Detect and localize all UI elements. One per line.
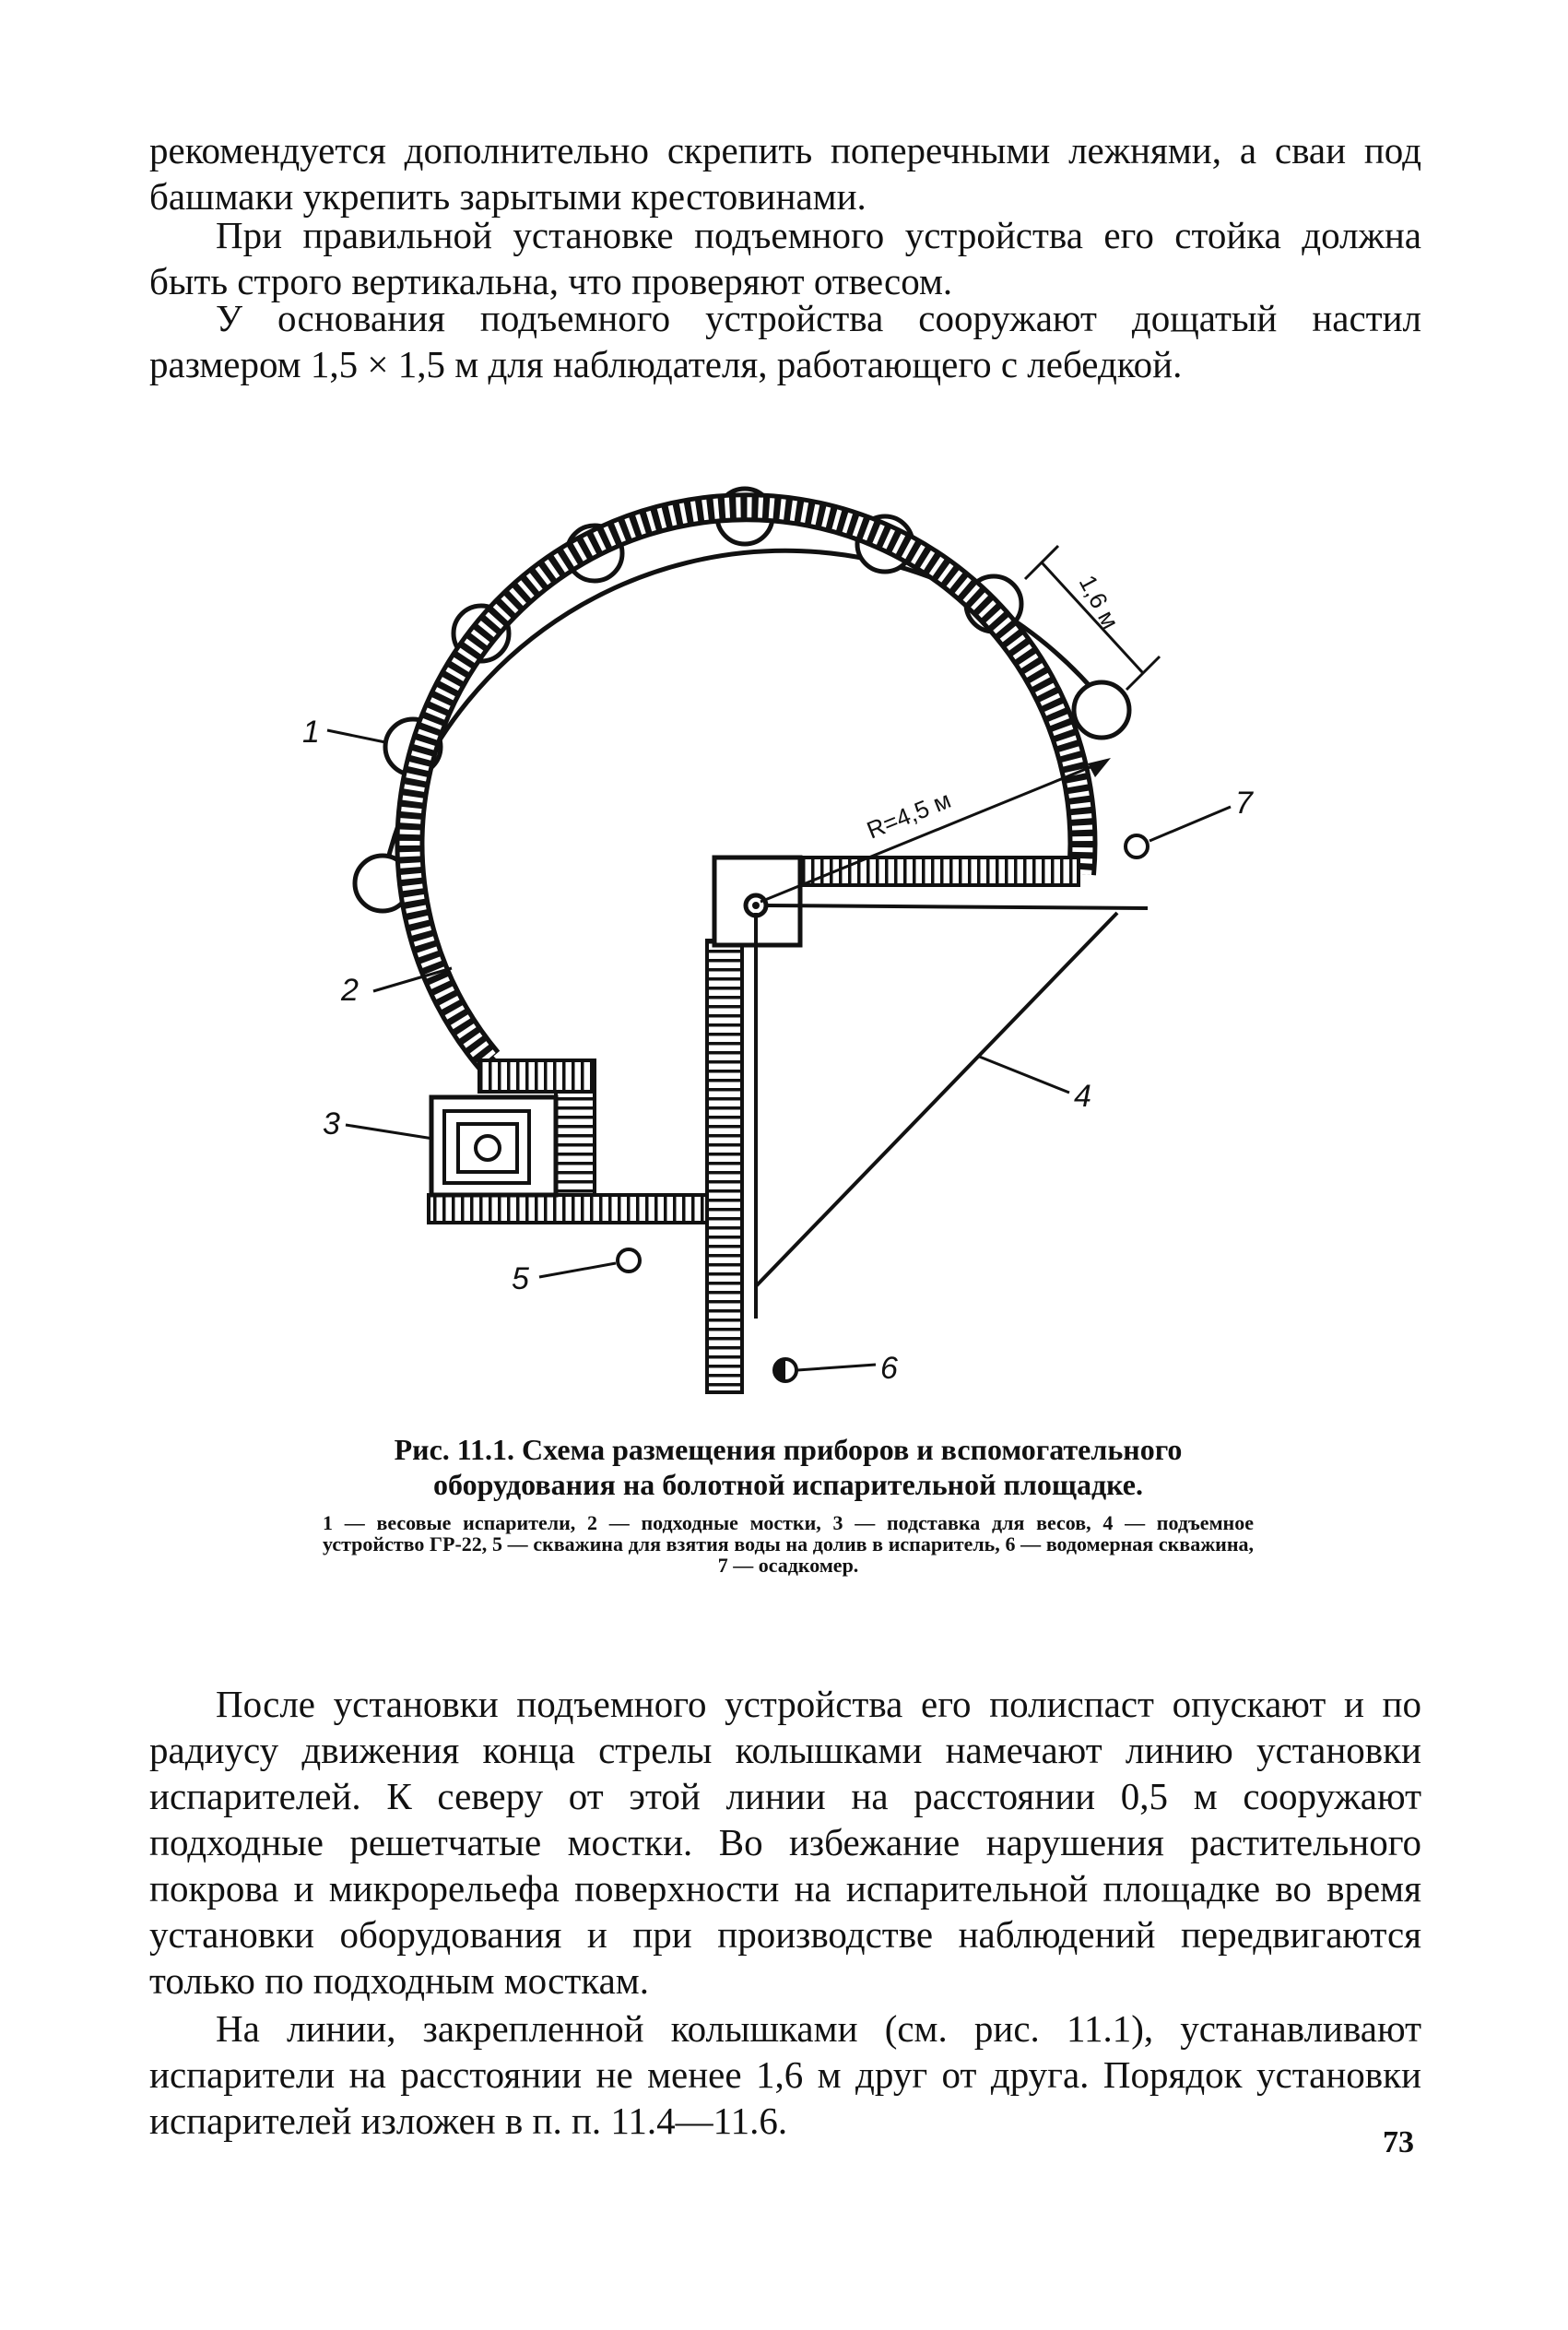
evaporator xyxy=(1074,682,1129,738)
paragraph-4: После установки подъемного устройства его полиспаст опускают и по радиусу движения конца стрелы колышками намечают линию установки испарителей. К северу от этой линии на расстоянии 0,5 м сооружают подходные решетчатые мостки. Во избежание нарушения растительного покрова и микрорельефа поверхности на испарительной площадке во время установки оборудования и при производстве наблюдений передвигаются только по подходным мосткам. xyxy=(149,1683,1421,2002)
figure-caption-title: Рис. 11.1. Схема размещения приборов и вспомогательного оборудования на болотной испарительной площадке. xyxy=(394,1433,1183,1501)
walkway-top-horizontal xyxy=(797,857,1079,885)
rain-gauge xyxy=(1126,835,1148,857)
paragraph-1: рекомендуется дополнительно скрепить поперечными лежнями, а сваи под башмаки укрепить зарытыми крестовинами. xyxy=(149,129,1421,218)
leader-3 xyxy=(346,1125,433,1139)
page-number: 73 xyxy=(1383,2125,1414,2159)
lifting-device-brace xyxy=(756,913,1117,1286)
walkway-to-scale-top xyxy=(479,1060,595,1092)
spacing-label: 1,6 м xyxy=(1073,570,1125,633)
label-4: 4 xyxy=(1074,1079,1091,1114)
lifting-device-boom-top xyxy=(765,905,1148,908)
paragraph-2: При правильной установке подъемного устройства его стойка должна быть строго вертикальна, что проверяют отвесом. xyxy=(149,214,1421,302)
label-7: 7 xyxy=(1235,786,1253,821)
label-3: 3 xyxy=(323,1106,340,1141)
walkway-vertical xyxy=(707,940,742,1392)
label-6: 6 xyxy=(880,1351,898,1386)
water-sampling-well xyxy=(618,1249,640,1271)
figure-caption-legend: 1 — весовые испарители, 2 — подходные мостки, 3 — подставка для весов, 4 — подъемное устройство ГР-22, 5 — скважина для взятия воды на долив в испаритель, 6 — водомерная скважина, 7 — осадкомер. xyxy=(323,1511,1254,1577)
label-5: 5 xyxy=(512,1261,529,1296)
leader-7 xyxy=(1149,807,1231,841)
leader-5 xyxy=(539,1263,616,1277)
radius-label: R=4,5 м xyxy=(863,786,955,845)
lifting-device-post-core xyxy=(752,902,760,909)
leader-1 xyxy=(327,730,385,742)
radius-arrowhead xyxy=(1088,758,1111,777)
label-1: 1 xyxy=(302,715,320,750)
scale-stand-marker xyxy=(476,1136,500,1160)
walkway-bottom-horizontal xyxy=(429,1195,707,1223)
label-2: 2 xyxy=(341,973,359,1008)
paragraph-5: На линии, закрепленной колышками (см. рис. 11.1), устанавливают испарители на расстоянии не менее 1,6 м друг от друга. Порядок установки испарителей изложен в п. п. 11.4—11.6. xyxy=(149,2007,1421,2142)
leader-6 xyxy=(797,1365,876,1370)
walkway-to-scale-side xyxy=(556,1092,595,1195)
leader-4 xyxy=(977,1056,1069,1093)
paragraph-3: У основания подъемного устройства сооружают дощатый настил размером 1,5 × 1,5 м для наблюдателя, работающего с лебедкой. xyxy=(149,297,1421,385)
